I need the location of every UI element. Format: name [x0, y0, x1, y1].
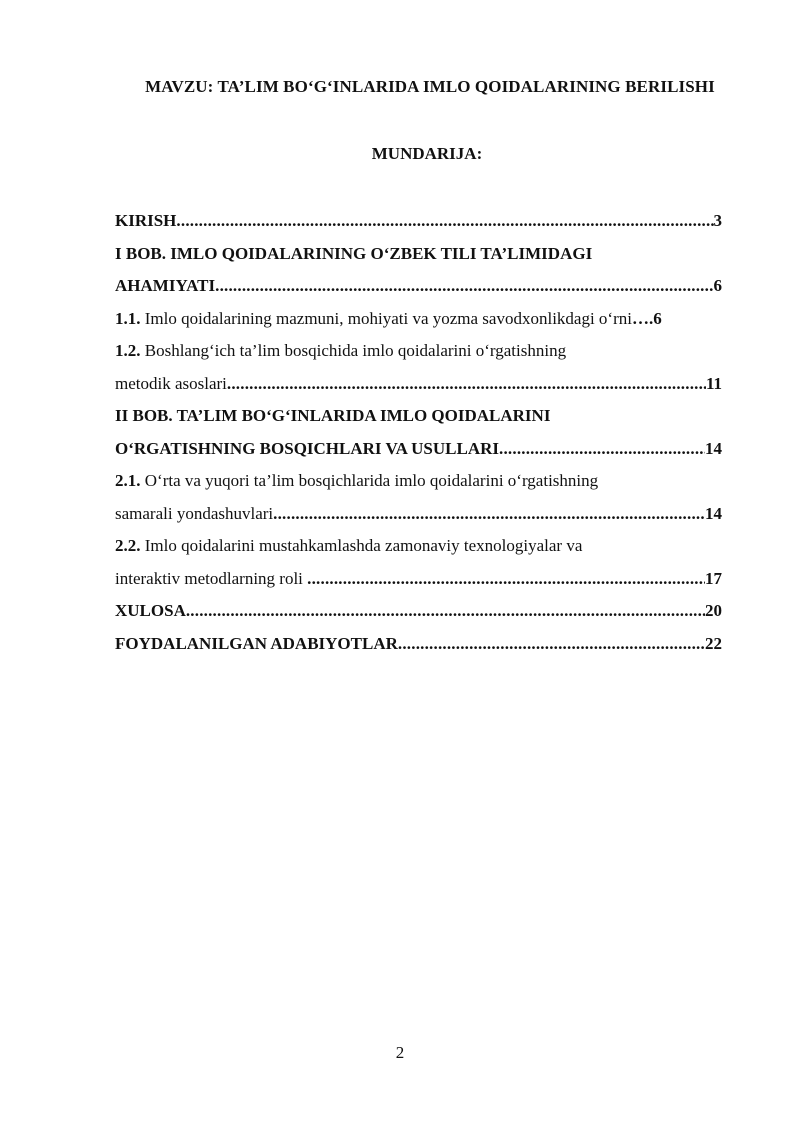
toc-page-number: 11: [705, 373, 722, 393]
toc-entry-kirish: [115, 205, 722, 238]
toc-entry-section-1-1: [115, 303, 722, 336]
toc-entry-label: samarali yondashuvlari: [115, 503, 274, 523]
toc-entry-chapter-2-line1: II BOB. TA’LIM BO‘G‘INLARIDA IMLO QOIDALARINI: [115, 406, 551, 425]
toc-entry-chapter-1-line1: I BOB. IMLO QOIDALARINING O‘ZBEK TILI TA’LIMIDAGI: [115, 243, 593, 263]
toc-entry-label: FOYDALANILGAN ADABIYOTLAR: [115, 633, 398, 653]
toc-entry-section-2-1-line1: [115, 465, 722, 498]
toc-entry-label: KIRISH: [115, 211, 177, 230]
toc-entry-label: metodik asoslari: [115, 373, 227, 393]
dot-leader: [307, 563, 705, 596]
section-number: 2.2.: [115, 536, 141, 555]
section-number: 2.1.: [115, 471, 141, 490]
dot-leader: [499, 433, 705, 466]
toc-page-number: 20: [705, 601, 722, 620]
toc-page-number: 3: [713, 211, 722, 230]
toc-page-number: 6: [653, 308, 662, 328]
dot-leader: [227, 368, 706, 401]
section-number: 1.2.: [115, 341, 141, 360]
toc-entry-section-2-2: [115, 563, 722, 596]
toc-entry-label: Imlo qoidalarini mustahkamlashda zamonaviy texnologiyalar va: [144, 536, 583, 555]
toc-page-number: 14: [705, 438, 722, 458]
toc-entry-references: [115, 628, 722, 661]
dot-leader: [186, 595, 705, 628]
dot-leader: [273, 498, 705, 531]
dot-leader: [398, 628, 705, 661]
toc-entry-label: Boshlang‘ich ta’lim bosqichida imlo qoidalarini o‘rgatishning: [144, 341, 567, 360]
toc-entry-xulosa: [115, 595, 722, 628]
dot-leader: [215, 270, 713, 303]
toc-entry-label: XULOSA: [115, 601, 186, 620]
toc-page-number: 14: [705, 503, 722, 523]
toc-entry-label: interaktiv metodlarning roli: [115, 568, 308, 588]
page-number: 2: [395, 1043, 405, 1062]
ellipsis-leader: ….: [631, 308, 654, 328]
toc-entry-label: O‘rta va yuqori ta’lim bosqichlarida imlo qoidalarini o‘rgatishning: [144, 471, 599, 490]
section-number: 1.1.: [115, 308, 141, 328]
toc-entry-chapter-1: [115, 270, 722, 303]
page-footer: [57, 1043, 800, 1063]
document-title: MAVZU: TA’LIM BO‘G‘INLARIDA IMLO QOIDALARINING BERILISHI: [145, 77, 715, 96]
toc-page-number: 17: [705, 568, 722, 588]
toc-entry-section-2-1: [115, 498, 722, 531]
dot-leader: [176, 205, 713, 238]
toc-entry-label: AHAMIYATI: [115, 276, 216, 295]
toc-entry-label: Imlo qoidalarining mazmuni, mohiyati va yozma savodxonlikdagi o‘rni: [144, 308, 632, 328]
table-of-contents: [115, 205, 722, 660]
toc-entry-chapter-2: [115, 433, 722, 466]
contents-heading: MUNDARIJA:: [371, 144, 483, 163]
toc-entry-section-1-2-line1: [115, 335, 722, 368]
toc-page-number: 6: [713, 276, 722, 295]
toc-entry-section-2-2-line1: [115, 530, 722, 563]
toc-entry-label: O‘RGATISHNING BOSQICHLARI VA USULLARI: [115, 438, 500, 458]
toc-entry-section-1-2: [115, 368, 722, 401]
toc-page-number: 22: [705, 633, 722, 653]
